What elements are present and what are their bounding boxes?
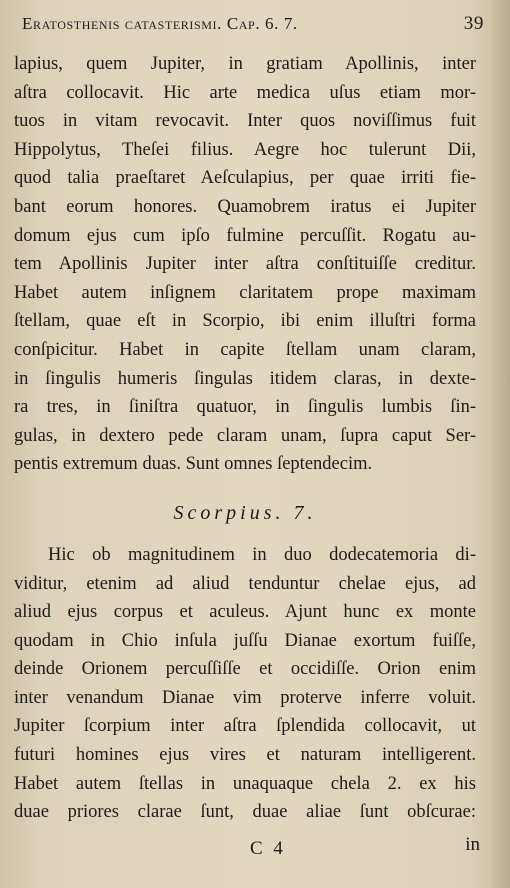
section-heading: Scorpius. 7.: [173, 501, 317, 524]
page-number: 39: [463, 13, 484, 34]
page-footer: [14, 834, 480, 862]
text-line: ra tres, in ſiniſtra quatuor, in ſingulis lumbis ſin-: [14, 397, 476, 418]
catchword: in: [465, 834, 480, 855]
page-edge-shadow: [488, 0, 510, 888]
text-line: bant eorum honores. Quamobrem iratus ei Jupiter: [14, 196, 476, 217]
text-line: pentis extremum duas. Sunt omnes ſeptendecim.: [14, 454, 373, 475]
running-title: Eratosthenis catasterismi. Cap. 6. 7.: [22, 14, 298, 33]
text-line: futuri homines ejus vires et naturam intelligerent.: [14, 745, 476, 766]
text-line: in ſingulis humeris ſingulas itidem claras, in dexte-: [14, 368, 476, 389]
text-line: aliud ejus corpus et aculeus. Ajunt hunc ex monte: [14, 602, 476, 623]
text-line: gulas, in dextero pede claram unam, ſupra caput Ser-: [14, 425, 476, 446]
text-line: Jupiter ſcorpium inter aſtra ſplendida collocavit, ut: [14, 716, 476, 737]
text-line: tuos in vitam revocavit. Inter quos noviſſimus fuit: [14, 111, 476, 132]
page-body: [14, 50, 476, 827]
signature-mark: C 4: [250, 838, 286, 859]
paragraph-2: [14, 541, 476, 827]
text-line: viditur, etenim ad aliud tenduntur chelae ejus, ad: [14, 573, 476, 594]
text-line: Habet autem inſignem claritatem prope maximam: [14, 282, 476, 303]
running-header: [22, 8, 484, 40]
paragraph-1: [14, 50, 476, 479]
text-line: quodam in Chio inſula juſſu Dianae exortum fuiſſe,: [14, 630, 476, 651]
text-line: lapius, quem Jupiter, in gratiam Apollinis, inter: [14, 54, 476, 74]
text-line: domum ejus cum ipſo fulmine percuſſit. Rogatu au-: [14, 225, 476, 246]
text-line: Hic ob magnitudinem in duo dodecatemoria di-: [48, 544, 476, 565]
text-line: aſtra collocavit. Hic arte medica uſus etiam mor-: [14, 82, 476, 103]
text-line: Hippolytus, Theſei filius. Aegre hoc tulerunt Dii,: [14, 139, 476, 160]
text-line: duae priores clarae ſunt, duae aliae ſunt obſcurae:: [14, 802, 476, 823]
text-line: inter venandum Dianae vim proterve inferre voluit.: [14, 687, 476, 708]
text-line: ſtellam, quae eſt in Scorpio, ibi enim illuſtri forma: [14, 311, 476, 332]
text-line: Habet autem ſtellas in unaquaque chela 2. ex his: [14, 773, 476, 794]
text-line: deinde Orionem percuſſiſſe et occidiſſe. Orion enim: [14, 659, 476, 680]
text-line: tem Apollinis Jupiter inter aſtra conſtituiſſe creditur.: [14, 254, 476, 275]
text-line: conſpicitur. Habet in capite ſtellam unam claram,: [14, 339, 476, 360]
text-line: quod talia praeſtaret Aeſculapius, per quae irriti fie-: [14, 168, 476, 189]
